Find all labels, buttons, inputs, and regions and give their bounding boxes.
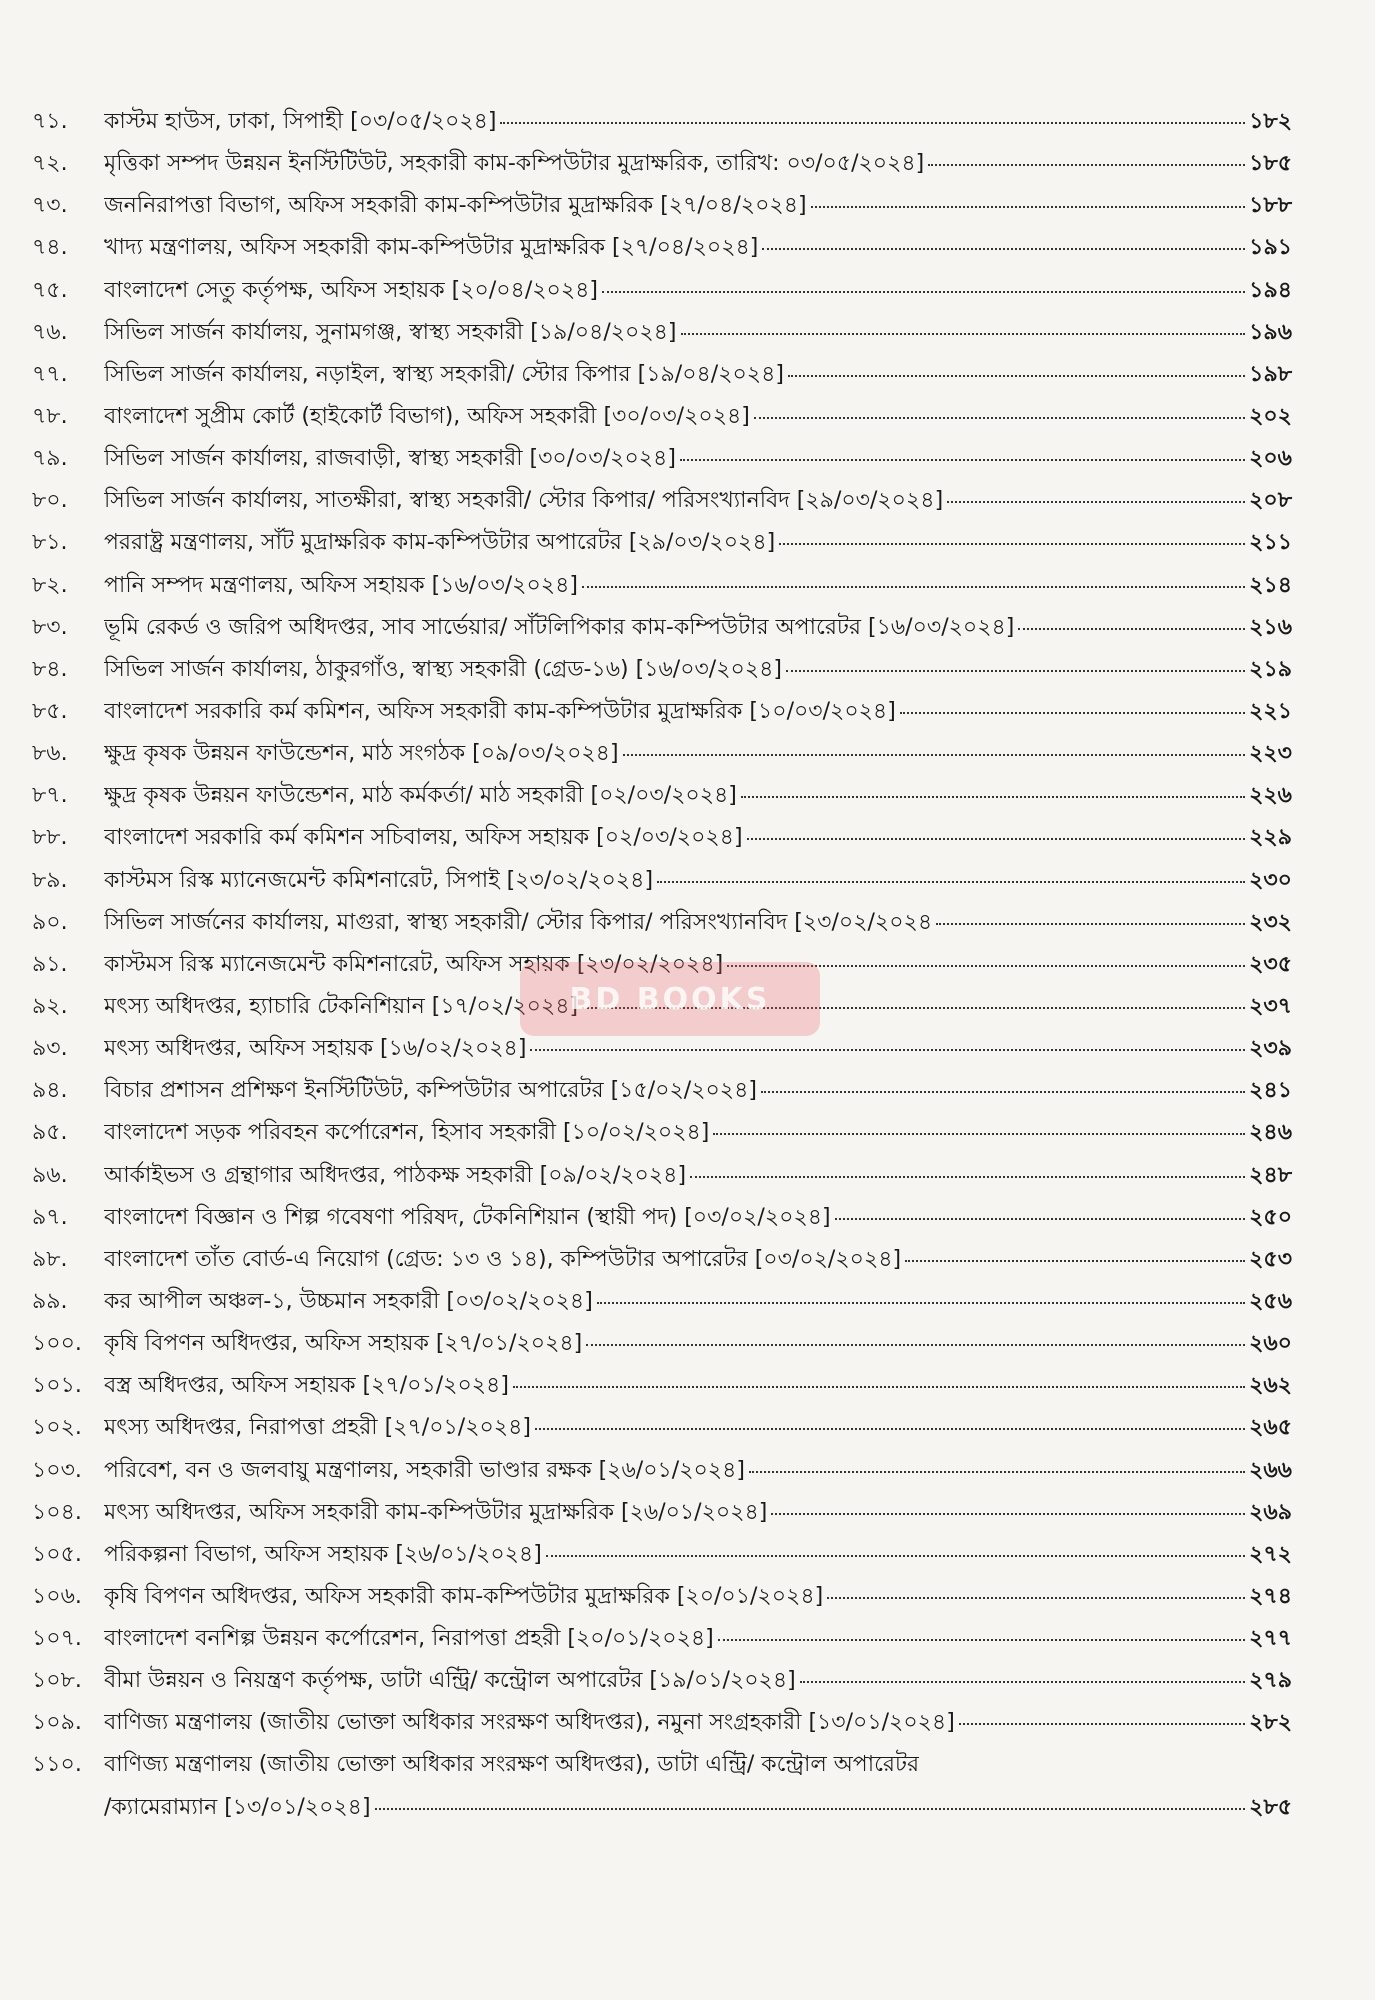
entry-page-number: ২২৬ <box>1249 783 1292 809</box>
entry-page-number: ২৫০ <box>1249 1204 1292 1230</box>
entry-title: কাস্টম হাউস, ঢাকা, সিপাহী [০৩/০৫/২০২৪] <box>104 109 497 134</box>
toc-entry <box>32 610 1292 652</box>
toc-entry <box>32 1242 1292 1284</box>
entry-title: খাদ্য মন্ত্রণালয়, অফিস সহকারী কাম-কম্পিউটার মুদ্রাক্ষরিক [২৭/০৪/২০২৪] <box>104 235 759 261</box>
toc-entry <box>32 1747 1292 1789</box>
toc-entry <box>32 1705 1292 1747</box>
entry-number: ৭৪. <box>32 235 68 261</box>
entry-page-number: ১৯৬ <box>1249 319 1292 345</box>
toc-entry <box>32 1073 1292 1115</box>
toc-entry <box>32 694 1292 736</box>
entry-title: মৎস্য অধিদপ্তর, অফিস সহকারী কাম-কম্পিউটার মুদ্রাক্ষরিক [২৬/০১/২০২৪] <box>104 1499 768 1525</box>
entry-title: বীমা উন্নয়ন ও নিয়ন্ত্রণ কর্তৃপক্ষ, ডাটা এন্ট্রি/ কন্ট্রোল অপারেটর [১৯/০১/২০২৪] <box>104 1668 796 1694</box>
entry-page-number: ২৪১ <box>1249 1078 1292 1104</box>
toc-entry <box>32 146 1292 188</box>
dot-leader <box>747 838 1246 840</box>
entry-page-number: ২৩০ <box>1249 867 1292 893</box>
entry-page-number: ১৮৮ <box>1249 193 1292 219</box>
entry-page-number: ২০৮ <box>1249 488 1292 514</box>
toc-entry <box>32 905 1292 947</box>
entry-page-number: ১৮৫ <box>1249 151 1292 177</box>
toc-entry <box>32 1326 1292 1368</box>
toc-entry <box>32 1579 1292 1621</box>
entry-page-number: ২২১ <box>1249 698 1292 724</box>
toc-entry <box>32 1410 1292 1452</box>
entry-number: ৮৩. <box>32 614 68 640</box>
entry-number: ৮১. <box>32 530 68 556</box>
entry-title: বাণিজ্য মন্ত্রণালয় (জাতীয় ভোক্তা অধিকার সংরক্ষণ অধিদপ্তর), ডাটা এন্ট্রি/ কন্ট্রোল অপারেটর <box>104 1752 920 1778</box>
entry-number: ৭৬. <box>32 319 68 345</box>
toc-entry <box>32 736 1292 778</box>
toc-entry <box>32 778 1292 820</box>
entry-number: ১০১. <box>32 1373 82 1399</box>
toc-entry <box>32 1621 1292 1663</box>
entry-page-number: ২০৬ <box>1249 446 1292 472</box>
entry-number: ৯৯. <box>32 1288 68 1314</box>
entry-page-number: ২৬৬ <box>1249 1457 1292 1483</box>
entry-title: বাংলাদেশ সরকারি কর্ম কমিশন, অফিস সহকারী কাম-কম্পিউটার মুদ্রাক্ষরিক [১০/০৩/২০২৪] <box>104 698 896 724</box>
entry-number: ৯৭. <box>32 1204 68 1230</box>
entry-number: ১০৫. <box>32 1541 82 1567</box>
dot-leader <box>546 1555 1245 1557</box>
entry-page-number: ২৮৫ <box>1249 1794 1292 1820</box>
dot-leader <box>754 417 1245 419</box>
entry-number: ৯১. <box>32 951 68 977</box>
toc-entry <box>32 525 1292 567</box>
entry-page-number: ২৭৭ <box>1249 1626 1292 1652</box>
dot-leader <box>690 1176 1245 1178</box>
entry-title: সিভিল সার্জনের কার্যালয়, মাগুরা, স্বাস্থ্য সহকারী/ স্টোর কিপার/ পরিসংখ্যানবিদ [২৩/০২/২০২৪ <box>104 909 933 935</box>
entry-page-number: ২১৬ <box>1249 614 1292 640</box>
toc-entry <box>32 483 1292 525</box>
entry-number: ১০৭. <box>32 1626 82 1652</box>
entry-page-number: ২৩৫ <box>1249 951 1292 977</box>
entry-number: ১০৪. <box>32 1499 82 1525</box>
entry-number: ৭২. <box>32 151 68 177</box>
dot-leader <box>936 923 1245 925</box>
entry-number: ৮৮. <box>32 825 68 851</box>
entry-page-number: ২১৪ <box>1249 572 1292 598</box>
toc-entry <box>32 652 1292 694</box>
toc-entry <box>32 441 1292 483</box>
dot-leader <box>811 206 1246 208</box>
entry-number: ৭৩. <box>32 193 68 219</box>
entry-title: বাংলাদেশ সড়ক পরিবহন কর্পোরেশন, হিসাব সহকারী [১০/০২/২০২৪] <box>104 1120 710 1146</box>
toc-entry <box>32 1115 1292 1157</box>
dot-leader <box>761 1091 1245 1093</box>
entry-title: কাস্টমস রিস্ক ম্যানেজমেন্ট কমিশনারেট, অফিস সহায়ক [২৩/০২/২০২৪] <box>104 951 724 977</box>
entry-page-number: ২৬০ <box>1249 1331 1292 1357</box>
dot-leader <box>786 670 1245 672</box>
dot-leader <box>905 1260 1245 1262</box>
entry-title: কর আপীল অঞ্চল-১, উচ্চমান সহকারী [০৩/০২/২০২৪] <box>104 1288 593 1314</box>
dot-leader <box>680 459 1245 461</box>
entry-number: ৭৫. <box>32 277 68 303</box>
dot-leader <box>779 543 1245 545</box>
entry-title: ক্ষুদ্র কৃষক উন্নয়ন ফাউন্ডেশন, মাঠ কর্মকর্তা/ মাঠ সহকারী [০২/০৩/২০২৪] <box>104 783 737 809</box>
toc-entry <box>32 273 1292 315</box>
entry-page-number: ১৯৮ <box>1249 361 1292 387</box>
entry-page-number: ২৪৮ <box>1249 1162 1292 1188</box>
entry-title: সিভিল সার্জন কার্যালয়, নড়াইল, স্বাস্থ্য সহকারী/ স্টোর কিপার [১৯/০৪/২০২৪] <box>104 361 784 387</box>
watermark-logo: BD BOOKS <box>520 962 820 1036</box>
entry-title: ক্ষুদ্র কৃষক উন্নয়ন ফাউন্ডেশন, মাঠ সংগঠক [০৯/০৩/২০২৪] <box>104 741 619 767</box>
dot-leader <box>375 1808 1246 1810</box>
entry-number: ১০০. <box>32 1331 82 1357</box>
dot-leader <box>623 754 1246 756</box>
entry-title: পানি সম্পদ মন্ত্রণালয়, অফিস সহায়ক [১৬/০৩/২০২৪] <box>104 572 578 598</box>
entry-number: ৭৭. <box>32 361 68 387</box>
toc-entry <box>32 1537 1292 1579</box>
entry-number: ১০৮. <box>32 1668 82 1694</box>
entry-title: মৎস্য অধিদপ্তর, অফিস সহায়ক [১৬/০২/২০২৪] <box>104 1036 527 1062</box>
entry-title: জননিরাপত্তা বিভাগ, অফিস সহকারী কাম-কম্পিউটার মুদ্রাক্ষরিক [২৭/০৪/২০২৪] <box>104 193 807 219</box>
entry-page-number: ২৬৯ <box>1249 1499 1292 1525</box>
dot-leader <box>1018 628 1245 630</box>
entry-title: বিচার প্রশাসন প্রশিক্ষণ ইনস্টিটিউট, কম্পিউটার অপারেটর [১৫/০২/২০২৪] <box>104 1078 757 1104</box>
dot-leader <box>947 501 1245 503</box>
entry-title: কাস্টমস রিস্ক ম্যানেজমেন্ট কমিশনারেট, সিপাই [২৩/০২/২০২৪] <box>104 867 654 893</box>
dot-leader <box>657 881 1245 883</box>
dot-leader <box>928 164 1245 166</box>
dot-leader <box>741 796 1245 798</box>
toc-entry <box>32 357 1292 399</box>
toc-entry-continuation <box>32 1790 1292 1832</box>
entry-number: ৭৯. <box>32 446 68 472</box>
toc-entry <box>32 1495 1292 1537</box>
dot-leader <box>762 248 1245 250</box>
dot-leader <box>597 1302 1245 1304</box>
entry-number: ৮৫. <box>32 698 68 724</box>
entry-page-number: ২৩৯ <box>1249 1036 1292 1062</box>
toc-entry <box>32 315 1292 357</box>
dot-leader <box>586 1344 1245 1346</box>
entry-number: ৯৩. <box>32 1036 68 1062</box>
entry-number: ৮৪. <box>32 656 68 682</box>
dot-leader <box>900 712 1245 714</box>
dot-leader <box>681 333 1246 335</box>
dot-leader <box>827 1597 1245 1599</box>
entry-number: ৭১. <box>32 109 68 134</box>
toc-entry <box>32 568 1292 610</box>
entry-page-number: ১৯৪ <box>1249 277 1292 303</box>
entry-number: ৯৬. <box>32 1162 68 1188</box>
dot-leader <box>513 1386 1245 1388</box>
toc-entry <box>32 188 1292 230</box>
entry-page-number: ২৭৪ <box>1249 1583 1292 1609</box>
dot-leader <box>718 1639 1245 1641</box>
entry-page-number: ১৮২ <box>1249 109 1292 134</box>
entry-number: ৭৮. <box>32 403 68 429</box>
toc-entry <box>32 1284 1292 1326</box>
entry-number: ১১০. <box>32 1752 82 1778</box>
entry-title: সিভিল সার্জন কার্যালয়, সুনামগঞ্জ, স্বাস্থ্য সহকারী [১৯/০৪/২০২৪] <box>104 319 677 345</box>
entry-title: পরিকল্পনা বিভাগ, অফিস সহায়ক [২৬/০১/২০২৪] <box>104 1541 542 1567</box>
entry-title: কৃষি বিপণন অধিদপ্তর, অফিস সহায়ক [২৭/০১/২০২৪] <box>104 1331 583 1357</box>
entry-page-number: ২৮২ <box>1249 1710 1292 1736</box>
dot-leader <box>749 1471 1245 1473</box>
dot-leader <box>788 375 1245 377</box>
entry-title: ভূমি রেকর্ড ও জরিপ অধিদপ্তর, সাব সার্ভেয়ার/ সাঁটলিপিকার কাম-কম্পিউটার অপারেটর [১৬/০৩/২০২৪] <box>104 614 1015 640</box>
entry-number: ৯৪. <box>32 1078 68 1104</box>
entry-title: পররাষ্ট্র মন্ত্রণালয়, সাঁট মুদ্রাক্ষরিক কাম-কম্পিউটার অপারেটর [২৯/০৩/২০২৪] <box>104 530 776 556</box>
entry-number: ১০৩. <box>32 1457 82 1483</box>
entry-page-number: ১৯১ <box>1249 235 1292 261</box>
entry-title: মৎস্য অধিদপ্তর, নিরাপত্তা প্রহরী [২৭/০১/২০২৪] <box>104 1415 531 1441</box>
dot-leader <box>582 586 1245 588</box>
entry-title: কৃষি বিপণন অধিদপ্তর, অফিস সহকারী কাম-কম্পিউটার মুদ্রাক্ষরিক [২০/০১/২০২৪] <box>104 1583 824 1609</box>
entry-title: বাংলাদেশ বিজ্ঞান ও শিল্প গবেষণা পরিষদ, টেকনিশিয়ান (স্থায়ী পদ) [০৩/০২/২০২৪] <box>104 1204 831 1230</box>
entry-title: সিভিল সার্জন কার্যালয়, সাতক্ষীরা, স্বাস্থ্য সহকারী/ স্টোর কিপার/ পরিসংখ্যানবিদ [২৯/০৩/২০২৪] <box>104 488 944 514</box>
toc-entry <box>32 1368 1292 1410</box>
dot-leader <box>835 1218 1245 1220</box>
entry-page-number: ২৪৬ <box>1249 1120 1292 1146</box>
dot-leader <box>500 122 1245 124</box>
entry-page-number: ২৬২ <box>1249 1373 1292 1399</box>
entry-title: আর্কাইভস ও গ্রন্থাগার অধিদপ্তর, পাঠকক্ষ সহকারী [০৯/০২/২০২৪] <box>104 1162 687 1188</box>
entry-title: বাংলাদেশ তাঁত বোর্ড-এ নিয়োগ (গ্রেড: ১৩ ও ১৪), কম্পিউটার অপারেটর [০৩/০২/২০২৪] <box>104 1246 902 1272</box>
entry-page-number: ২১৯ <box>1249 656 1292 682</box>
entry-number: ৮৯. <box>32 867 68 893</box>
entry-page-number: ২৬৫ <box>1249 1415 1292 1441</box>
entry-page-number: ২৩৭ <box>1249 993 1292 1019</box>
entry-page-number: ২৫৬ <box>1249 1288 1292 1314</box>
entry-title: সিভিল সার্জন কার্যালয়, রাজবাড়ী, স্বাস্থ্য সহকারী [৩০/০৩/২০২৪] <box>104 446 676 472</box>
entry-title: মৎস্য অধিদপ্তর, হ্যাচারি টেকনিশিয়ান [১৭/০২/২০২৪] <box>104 993 579 1019</box>
dot-leader <box>530 1049 1245 1051</box>
entry-title: মৃত্তিকা সম্পদ উন্নয়ন ইনস্টিটিউট, সহকারী কাম-কম্পিউটার মুদ্রাক্ষরিক, তারিখ: ০৩/০৫/২০২৪] <box>104 151 925 177</box>
entry-number: ৯৫. <box>32 1120 68 1146</box>
toc-entry <box>32 399 1292 441</box>
entry-title: /ক্যামেরাম্যান [১৩/০১/২০২৪] <box>104 1794 371 1820</box>
toc-entry <box>32 863 1292 905</box>
dot-leader <box>602 291 1245 293</box>
entry-title: বস্ত্র অধিদপ্তর, অফিস সহায়ক [২৭/০১/২০২৪] <box>104 1373 509 1399</box>
entry-page-number: ২১১ <box>1249 530 1292 556</box>
dot-leader <box>713 1133 1245 1135</box>
dot-leader <box>771 1513 1245 1515</box>
entry-page-number: ২৭২ <box>1249 1541 1292 1567</box>
toc-entry <box>32 1158 1292 1200</box>
entry-number: ১০২. <box>32 1415 82 1441</box>
entry-title: বাণিজ্য মন্ত্রণালয় (জাতীয় ভোক্তা অধিকার সংরক্ষণ অধিদপ্তর), নমুনা সংগ্রহকারী [১৩/০১/২০২৪] <box>104 1710 955 1736</box>
entry-page-number: ২৭৯ <box>1249 1668 1292 1694</box>
entry-number: ৯২. <box>32 993 68 1019</box>
entry-number: ৯৮. <box>32 1246 68 1272</box>
entry-title: বাংলাদেশ সেতু কর্তৃপক্ষ, অফিস সহায়ক [২০/০৪/২০২৪] <box>104 277 599 303</box>
entry-page-number: ২০২ <box>1249 403 1292 429</box>
entry-number: ৯০. <box>32 909 68 935</box>
entry-number: ৮৭. <box>32 783 68 809</box>
entry-title: বাংলাদেশ সুপ্রীম কোর্ট (হাইকোর্ট বিভাগ), অফিস সহকারী [৩০/০৩/২০২৪] <box>104 403 750 429</box>
toc-entry <box>32 820 1292 862</box>
entry-title: বাংলাদেশ বনশিল্প উন্নয়ন কর্পোরেশন, নিরাপত্তা প্রহরী [২০/০১/২০২৪] <box>104 1626 714 1652</box>
toc-entry <box>32 230 1292 272</box>
toc-entry <box>32 104 1292 146</box>
dot-leader <box>800 1681 1245 1683</box>
toc-entry <box>32 1031 1292 1073</box>
dot-leader <box>959 1723 1245 1725</box>
entry-number: ৮০. <box>32 488 68 514</box>
entry-page-number: ২২৩ <box>1249 741 1292 767</box>
toc-entry <box>32 1200 1292 1242</box>
entry-page-number: ২২৯ <box>1249 825 1292 851</box>
entry-page-number: ২৩২ <box>1249 909 1292 935</box>
toc-entry <box>32 1663 1292 1705</box>
entry-title: বাংলাদেশ সরকারি কর্ম কমিশন সচিবালয়, অফিস সহায়ক [০২/০৩/২০২৪] <box>104 825 743 851</box>
toc-entry <box>32 1453 1292 1495</box>
entry-number: ৮৬. <box>32 741 68 767</box>
entry-number: ১০৯. <box>32 1710 82 1736</box>
entry-title: পরিবেশ, বন ও জলবায়ু মন্ত্রণালয়, সহকারী ভাণ্ডার রক্ষক [২৬/০১/২০২৪] <box>104 1457 745 1483</box>
entry-number: ৮২. <box>32 572 68 598</box>
entry-number: ১০৬. <box>32 1583 82 1609</box>
dot-leader <box>535 1428 1245 1430</box>
entry-title: সিভিল সার্জন কার্যালয়, ঠাকুরগাঁও, স্বাস্থ্য সহকারী (গ্রেড-১৬) [১৬/০৩/২০২৪] <box>104 656 782 682</box>
entry-page-number: ২৫৩ <box>1249 1246 1292 1272</box>
